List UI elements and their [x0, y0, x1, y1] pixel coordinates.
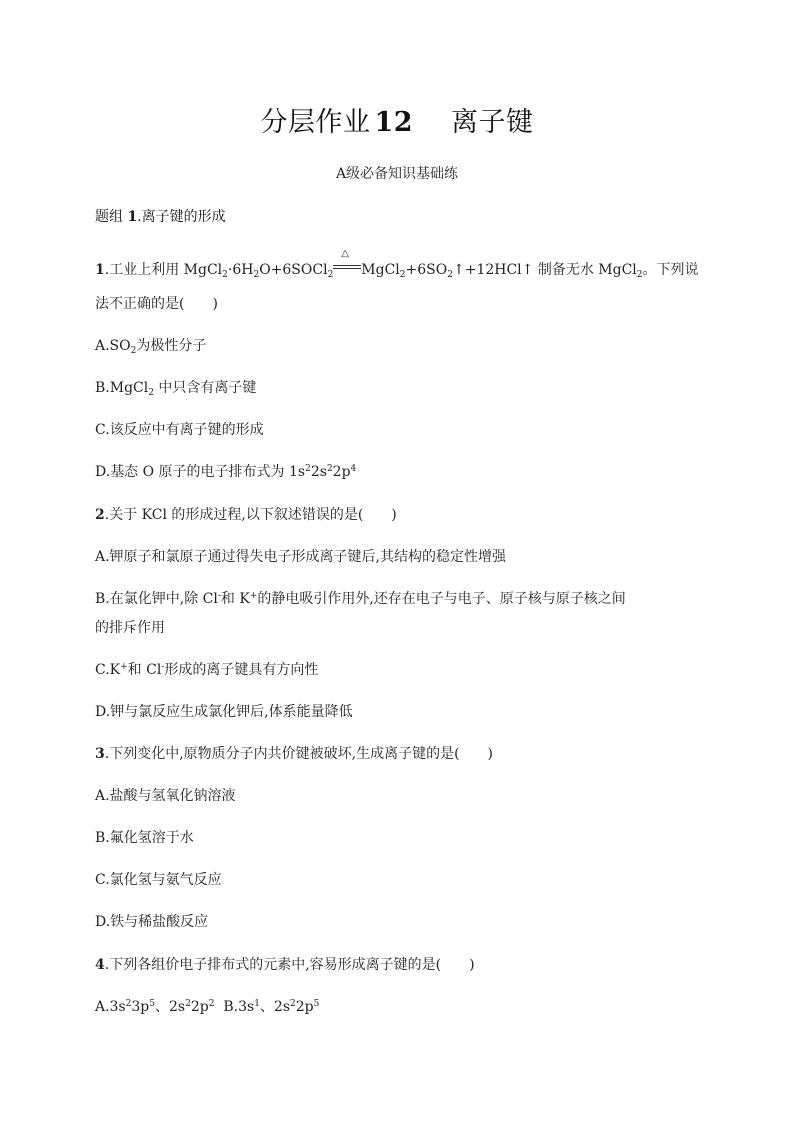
- question-3-option-c: C.氯化氢与氨气反应: [95, 872, 222, 888]
- question-2-stem: 2.关于 KCl 的形成过程,以下叙述错误的是( ): [95, 507, 397, 523]
- question-3-option-b: B.氟化氢溶于水: [95, 830, 194, 846]
- title-number: 12: [374, 107, 414, 138]
- group-heading: 题组 1.离子键的形成: [95, 209, 226, 225]
- title-prefix: 分层作业: [260, 107, 371, 138]
- question-2-option-d: D.钾与氯反应生成氯化钾后,体系能量降低: [95, 704, 353, 720]
- page-title: [0, 100, 794, 139]
- question-number: 4: [95, 957, 105, 973]
- question-3-stem: 3.下列变化中,原物质分子内共价键被破坏,生成离子键的是( ): [95, 746, 494, 762]
- question-2-option-c: C.K+和 Cl-形成的离子键具有方向性: [95, 662, 319, 678]
- heating-condition-sign: △: [333, 261, 361, 275]
- question-4-stem: 4.下列各组价电子排布式的元素中,容易形成离子键的是( ): [95, 957, 475, 973]
- question-3-option-a: A.盐酸与氢氧化钠溶液: [95, 788, 236, 804]
- section-subtitle: A级必备知识基础练: [335, 166, 459, 182]
- question-2-option-b: B.在氯化钾中,除 Cl-和 K+的静电吸引作用外,还存在电子与电子、原子核与原子核之间: [95, 591, 626, 607]
- question-4-option-b: $B.3s^1$、$2s^22p^5$: [223, 999, 320, 1015]
- question-number: 2: [95, 507, 105, 523]
- title-topic: 离子键: [451, 107, 534, 138]
- question-1-option-c: C.该反应中有离子键的形成: [95, 422, 264, 438]
- question-3-option-d: D.铁与稀盐酸反应: [95, 914, 209, 930]
- question-1-option-a: $A.SO_2$为极性分子: [95, 338, 207, 356]
- question-1-option-b: B.MgCl$_2$ 中只含有离子键: [95, 380, 257, 398]
- question-number: 1: [95, 262, 105, 278]
- question-1-stem: 1.工业上利用 $MgCl_2\cdot 6H_2O+6SOCl_2$ △ $MgCl_2+6SO_2↑+12HCl↑$ 制备无水 MgCl$_2$。下列说: [95, 248, 699, 280]
- question-4-options-ab: [95, 997, 319, 1017]
- question-1-stem-line2: 法不正确的是( ): [95, 296, 218, 312]
- question-2-option-a: A.钾原子和氯原子通过得失电子形成离子键后,其结构的稳定性增强: [95, 549, 507, 565]
- question-1-option-d: D.基态 O 原子的电子排布式为 $1s^22s^22p^4$: [95, 464, 357, 480]
- question-number: 3: [95, 746, 105, 762]
- question-4-option-a: $A.3s^23p^5$、$2s^22p^2$: [95, 999, 215, 1015]
- question-2-option-b-line2: 的排斥作用: [95, 620, 165, 636]
